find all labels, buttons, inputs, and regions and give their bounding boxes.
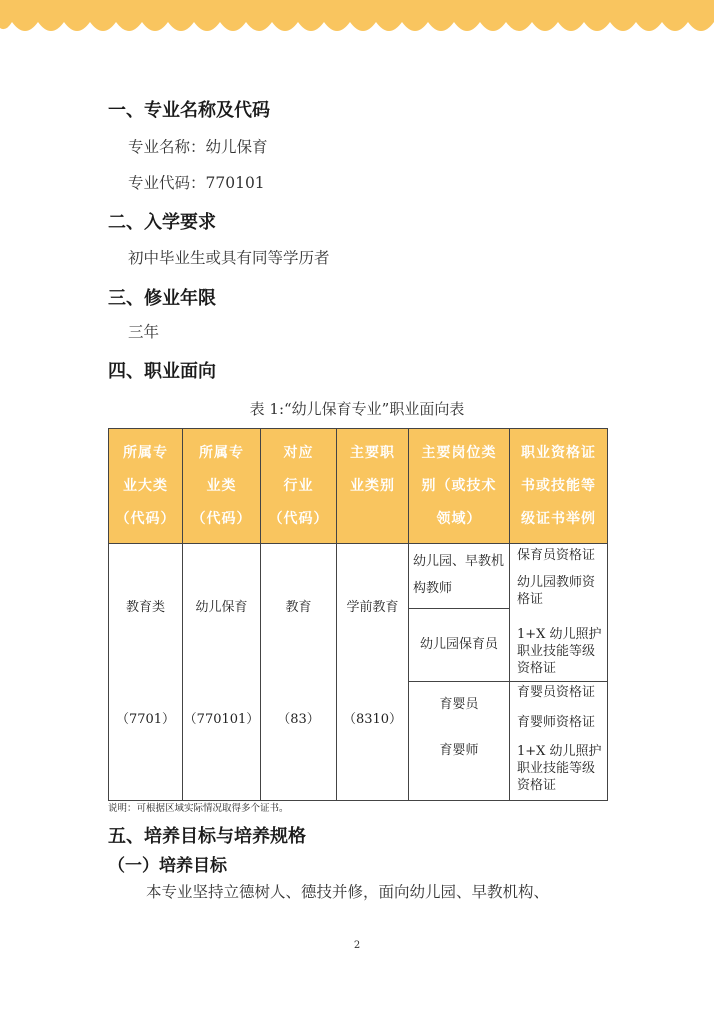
header-occupation: 主要职 业类别 xyxy=(337,429,409,544)
header-major-category: 所属专 业大类 （代码） xyxy=(109,429,183,544)
post-infant-care-specialist: 育婴师 xyxy=(439,743,479,758)
table-caption: 表 1:“幼儿保育专业”职业面向表 xyxy=(249,400,465,418)
cell-certificates xyxy=(510,544,608,801)
cell-posts xyxy=(409,544,510,801)
post-teacher: 幼儿园、早教机构教师 xyxy=(409,544,509,609)
cert-childcare: 保育员资格证 xyxy=(517,548,596,563)
major-name-line: 专业名称：幼儿保育 xyxy=(128,138,268,156)
cert-1x-childcare-2: 1+X 幼儿照护职业技能等级资格证 xyxy=(517,744,602,793)
cert-infant-caregiver: 育婴员资格证 xyxy=(517,685,596,700)
section-heading-3: 三、修业年限 xyxy=(108,288,216,309)
header-industry: 对应 行业 （代码） xyxy=(261,429,337,544)
header-major-class: 所属专 业类 （代码） xyxy=(183,429,261,544)
page-number: 2 xyxy=(353,940,361,951)
goals-text: 本专业坚持立德树人、德技并修，面向幼儿园、早教机构、 xyxy=(146,883,550,901)
cert-infant-care-specialist: 育婴师资格证 xyxy=(517,715,596,730)
section-heading-5: 五、培养目标与培养规格 xyxy=(108,826,306,847)
cert-1x-childcare: 1+X 幼儿照护职业技能等级资格证 xyxy=(517,627,602,676)
cell-occupation: 学前教育 （8310） xyxy=(337,544,409,801)
career-orientation-table xyxy=(108,428,608,801)
table-note: 说明：可根据区域实际情况取得多个证书。 xyxy=(108,803,289,814)
section-heading-2: 二、入学要求 xyxy=(108,212,216,233)
cert-kindergarten-teacher: 幼儿园教师资格证 xyxy=(517,575,596,607)
admission-text: 初中毕业生或具有同等学历者 xyxy=(128,249,330,267)
decorative-wave-border xyxy=(0,0,714,40)
table-header-row xyxy=(109,429,608,544)
major-code-line: 专业代码：770101 xyxy=(128,174,265,192)
cell-major-class: 幼儿保育 （770101） xyxy=(183,544,261,801)
header-posts: 主要岗位类 别（或技术 领域） xyxy=(409,429,510,544)
duration-text: 三年 xyxy=(128,323,160,341)
post-nursery-staff: 幼儿园保育员 xyxy=(409,609,509,682)
cell-industry: 教育 （83） xyxy=(261,544,337,801)
header-certificates: 职业资格证 书或技能等 级证书举例 xyxy=(510,429,608,544)
sub-heading-goals: （一）培养目标 xyxy=(108,856,227,876)
cell-major-category: 教育类 （7701） xyxy=(109,544,183,801)
post-infant-caregiver: 育婴员 xyxy=(439,697,479,712)
section-heading-4: 四、职业面向 xyxy=(108,361,216,382)
table-row xyxy=(109,544,608,801)
section-heading-1: 一、专业名称及代码 xyxy=(108,100,270,121)
